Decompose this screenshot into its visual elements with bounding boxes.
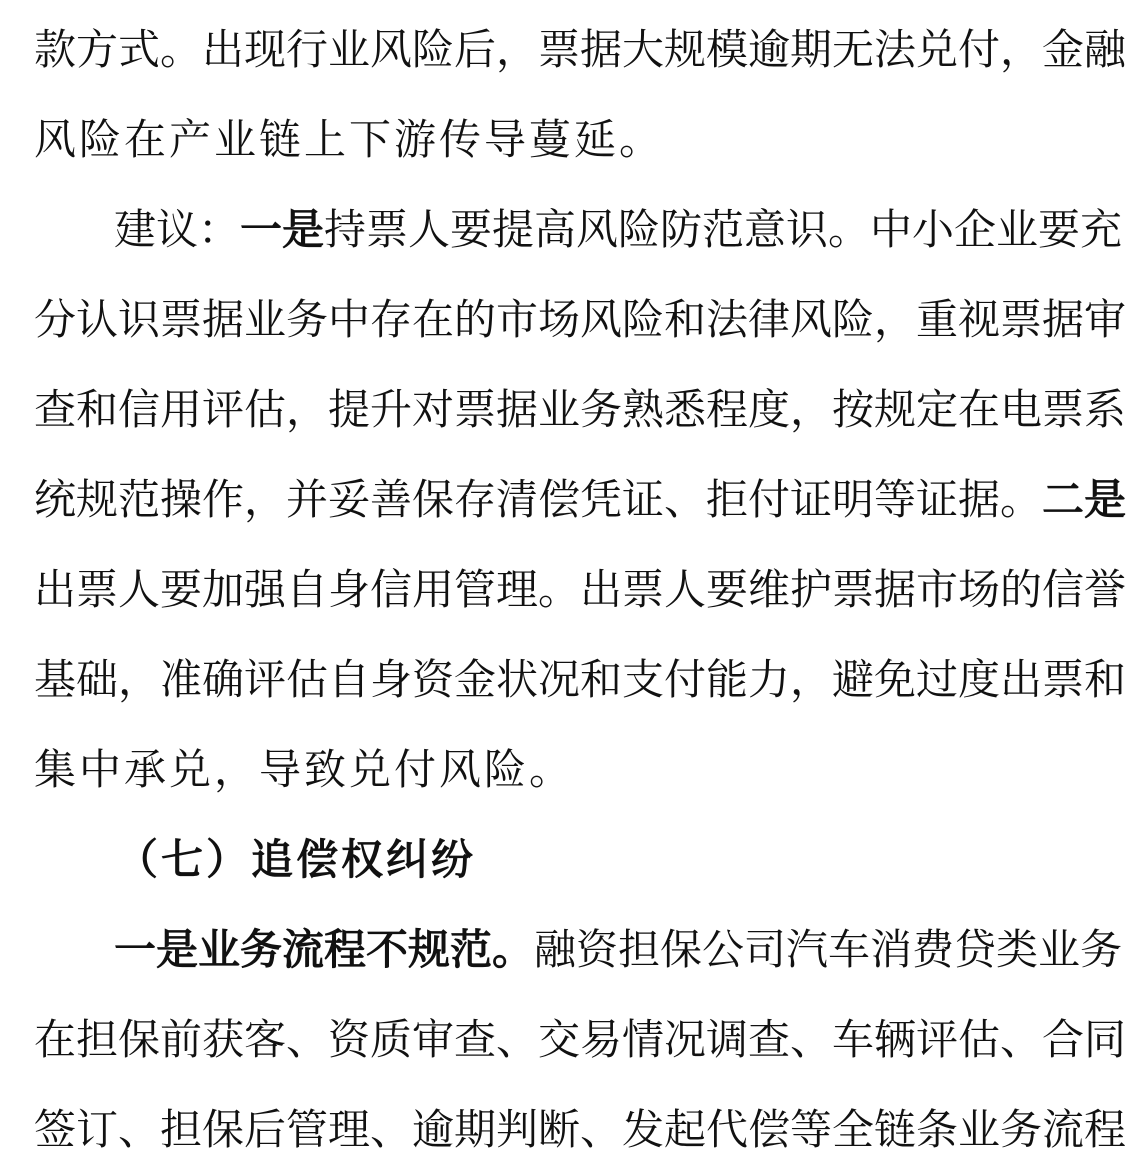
paragraph-line <box>34 1008 1126 1072</box>
line-text: 出票人要加强自身信用管理。出票人要维护票据市场的信誉 <box>34 565 1126 614</box>
heading-text: （七）追偿权纠纷 <box>116 835 477 884</box>
suggestion-label: 建议： <box>114 205 241 254</box>
section-heading <box>116 828 516 892</box>
line-text: 统规范操作，并妥善保存清偿凭证、拒付证明等证据。 <box>34 475 1043 524</box>
line-text: 持票人要提高风险防范意识。中小企业要充 <box>324 205 1123 254</box>
paragraph-line <box>34 1098 1126 1162</box>
paragraph-line <box>114 918 1123 982</box>
paragraph-line <box>34 648 1126 712</box>
bold-point-two: 二是 <box>1042 475 1126 524</box>
bold-point-one: 一是 <box>240 205 325 254</box>
line-text: 在担保前获客、资质审查、交易情况调查、车辆评估、合同 <box>34 1015 1126 1064</box>
line-text: 基础，准确评估自身资金状况和支付能力，避免过度出票和 <box>34 655 1126 704</box>
line-text: 集中承兑，导致兑付风险。 <box>34 745 575 794</box>
paragraph-line <box>114 198 1123 262</box>
line-text: 签订、担保后管理、逾期判断、发起代偿等全链条业务流程 <box>34 1105 1126 1154</box>
paragraph-line <box>34 558 1126 622</box>
line-text: 查和信用评估，提升对票据业务熟悉程度，按规定在电票系 <box>34 385 1126 434</box>
bold-lead-phrase: 一是业务流程不规范。 <box>114 925 535 974</box>
paragraph-line <box>34 738 1050 802</box>
line-text: 风险在产业链上下游传导蔓延。 <box>34 115 665 164</box>
line-text: 分认识票据业务中存在的市场风险和法律风险，重视票据审 <box>34 295 1126 344</box>
paragraph-line <box>34 18 1126 82</box>
paragraph-line <box>34 108 1050 172</box>
line-text: 融资担保公司汽车消费贷类业务 <box>534 925 1123 974</box>
paragraph-line <box>34 288 1126 352</box>
paragraph-line <box>34 378 1126 442</box>
paragraph-line <box>34 468 1126 532</box>
line-text: 款方式。出现行业风险后，票据大规模逾期无法兑付，金融 <box>34 25 1126 74</box>
